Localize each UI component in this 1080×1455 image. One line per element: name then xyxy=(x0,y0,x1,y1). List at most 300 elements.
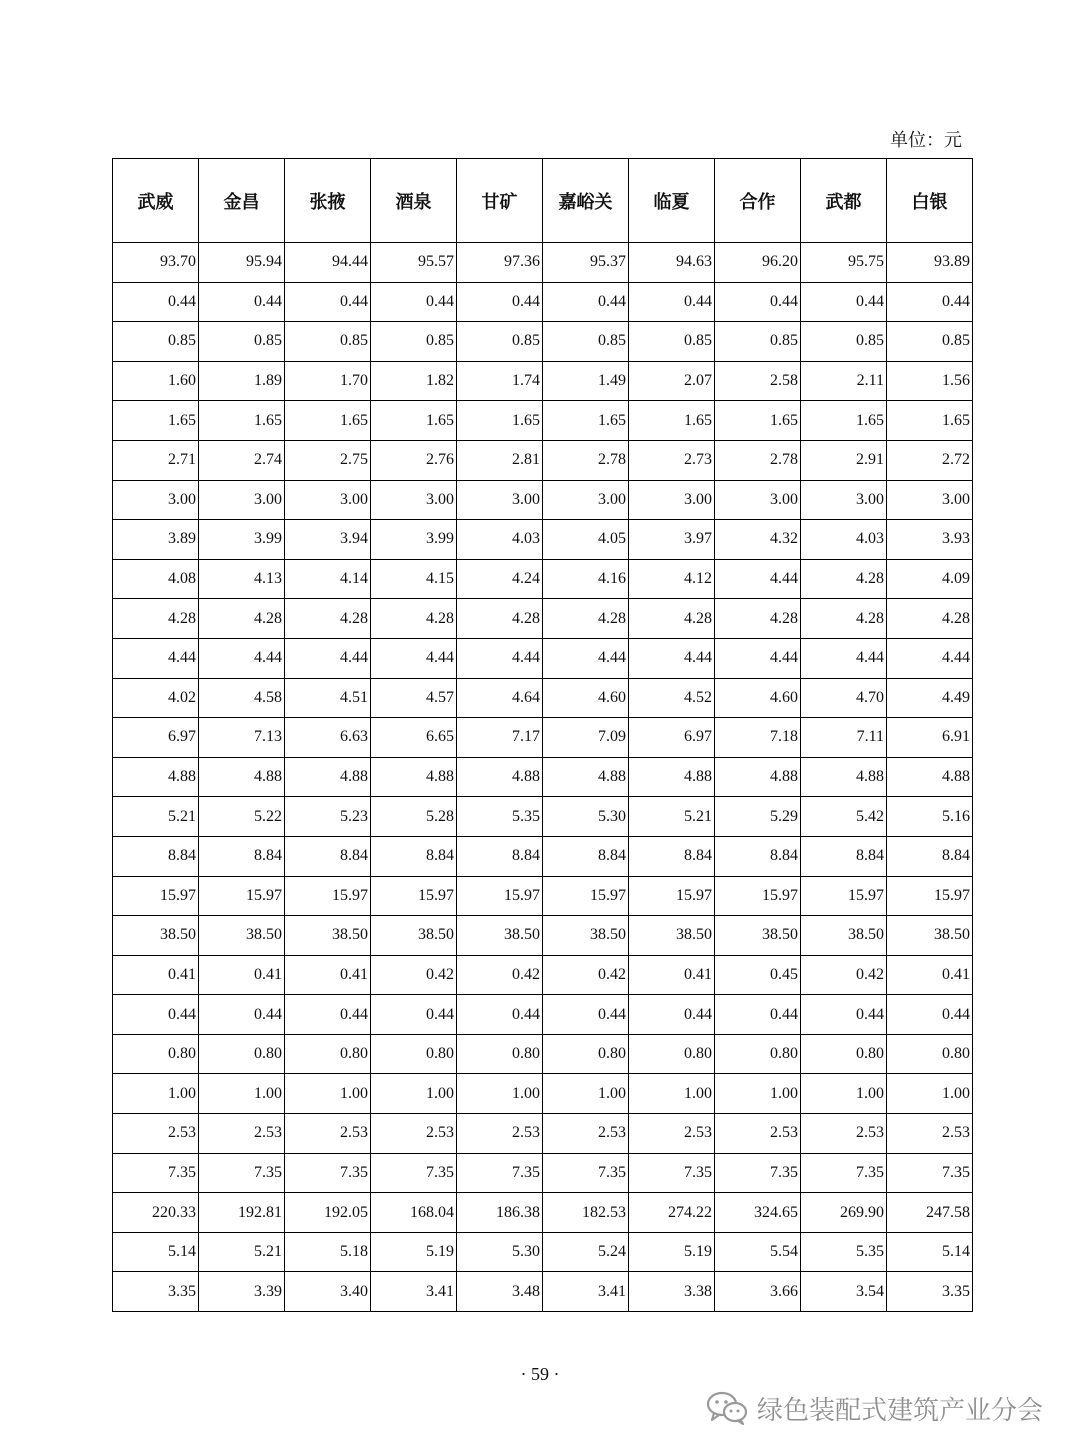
table-row xyxy=(113,718,973,758)
table-cell: 0.44 xyxy=(457,995,543,1035)
table-cell: 38.50 xyxy=(457,916,543,956)
table-row xyxy=(113,520,973,560)
table-cell: 3.54 xyxy=(801,1272,887,1312)
table-cell: 3.99 xyxy=(199,520,285,560)
table-cell: 15.97 xyxy=(199,876,285,916)
table-cell: 4.44 xyxy=(285,638,371,678)
table-cell: 0.44 xyxy=(801,282,887,322)
table-cell: 1.89 xyxy=(199,361,285,401)
table-cell: 8.84 xyxy=(887,836,973,876)
table-cell: 93.70 xyxy=(113,243,199,283)
table-cell: 1.00 xyxy=(543,1074,629,1114)
table-cell: 182.53 xyxy=(543,1193,629,1233)
table-cell: 7.11 xyxy=(801,718,887,758)
table-cell: 4.44 xyxy=(715,638,801,678)
table-cell: 0.41 xyxy=(113,955,199,995)
table-cell: 2.78 xyxy=(543,440,629,480)
table-cell: 4.49 xyxy=(887,678,973,718)
table-cell: 2.53 xyxy=(715,1114,801,1154)
table-cell: 8.84 xyxy=(543,836,629,876)
table-row xyxy=(113,1272,973,1312)
table-cell: 4.64 xyxy=(457,678,543,718)
table-cell: 4.88 xyxy=(371,757,457,797)
table-cell: 4.28 xyxy=(371,599,457,639)
table-cell: 0.42 xyxy=(371,955,457,995)
table-cell: 4.28 xyxy=(715,599,801,639)
table-cell: 1.00 xyxy=(715,1074,801,1114)
table-cell: 2.74 xyxy=(199,440,285,480)
table-cell: 4.88 xyxy=(715,757,801,797)
unit-label: 单位：元 xyxy=(890,130,962,151)
table-cell: 0.80 xyxy=(887,1034,973,1074)
table-cell: 15.97 xyxy=(543,876,629,916)
table-cell: 0.80 xyxy=(113,1034,199,1074)
table-cell: 38.50 xyxy=(543,916,629,956)
table-cell: 5.28 xyxy=(371,797,457,837)
table-cell: 4.28 xyxy=(887,599,973,639)
table-row xyxy=(113,401,973,441)
table-cell: 4.88 xyxy=(801,757,887,797)
table-cell: 4.03 xyxy=(457,520,543,560)
table-cell: 4.44 xyxy=(113,638,199,678)
table-cell: 1.65 xyxy=(543,401,629,441)
table-cell: 7.35 xyxy=(371,1153,457,1193)
table-row xyxy=(113,955,973,995)
table-cell: 5.35 xyxy=(801,1232,887,1272)
table-cell: 2.72 xyxy=(887,440,973,480)
table-cell: 6.97 xyxy=(113,718,199,758)
table-cell: 5.30 xyxy=(457,1232,543,1272)
table-cell: 2.73 xyxy=(629,440,715,480)
table-row xyxy=(113,757,973,797)
table-cell: 3.00 xyxy=(113,480,199,520)
table-cell: 2.53 xyxy=(371,1114,457,1154)
table-cell: 95.37 xyxy=(543,243,629,283)
watermark xyxy=(705,1388,1043,1428)
table-cell: 4.28 xyxy=(457,599,543,639)
table-cell: 0.44 xyxy=(113,282,199,322)
table-cell: 5.21 xyxy=(113,797,199,837)
table-cell: 4.05 xyxy=(543,520,629,560)
table-cell: 38.50 xyxy=(715,916,801,956)
table-cell: 3.66 xyxy=(715,1272,801,1312)
table-cell: 3.40 xyxy=(285,1272,371,1312)
table-cell: 0.80 xyxy=(629,1034,715,1074)
table-cell: 4.13 xyxy=(199,559,285,599)
table-cell: 2.53 xyxy=(113,1114,199,1154)
table-cell: 4.88 xyxy=(285,757,371,797)
table-cell: 1.82 xyxy=(371,361,457,401)
table-cell: 4.28 xyxy=(543,599,629,639)
table-cell: 168.04 xyxy=(371,1193,457,1233)
table-cell: 38.50 xyxy=(371,916,457,956)
table-row xyxy=(113,1232,973,1272)
table-cell: 38.50 xyxy=(887,916,973,956)
table-cell: 0.45 xyxy=(715,955,801,995)
table-cell: 3.97 xyxy=(629,520,715,560)
table-cell: 2.91 xyxy=(801,440,887,480)
table-cell: 3.89 xyxy=(113,520,199,560)
table-cell: 4.02 xyxy=(113,678,199,718)
table-cell: 0.41 xyxy=(629,955,715,995)
table-cell: 38.50 xyxy=(801,916,887,956)
table-row xyxy=(113,876,973,916)
table-cell: 0.44 xyxy=(887,282,973,322)
table-row xyxy=(113,1074,973,1114)
table-row xyxy=(113,1034,973,1074)
table-cell: 0.42 xyxy=(801,955,887,995)
table-cell: 3.93 xyxy=(887,520,973,560)
table-cell: 94.63 xyxy=(629,243,715,283)
table-cell: 5.18 xyxy=(285,1232,371,1272)
table-cell: 2.53 xyxy=(801,1114,887,1154)
table-row xyxy=(113,1193,973,1233)
table-cell: 0.85 xyxy=(457,322,543,362)
table-cell: 15.97 xyxy=(457,876,543,916)
watermark-text: 绿色装配式建筑产业分会 xyxy=(757,1395,1044,1426)
table-cell: 0.85 xyxy=(113,322,199,362)
table-cell: 5.54 xyxy=(715,1232,801,1272)
table-cell: 2.76 xyxy=(371,440,457,480)
table-body xyxy=(113,243,973,1312)
table-cell: 4.12 xyxy=(629,559,715,599)
table-cell: 4.70 xyxy=(801,678,887,718)
table-cell: 1.74 xyxy=(457,361,543,401)
table-cell: 4.88 xyxy=(887,757,973,797)
column-header: 张掖 xyxy=(285,159,371,243)
table-cell: 3.00 xyxy=(801,480,887,520)
table-cell: 6.65 xyxy=(371,718,457,758)
table-cell: 5.24 xyxy=(543,1232,629,1272)
table-cell: 4.28 xyxy=(801,559,887,599)
table-cell: 0.44 xyxy=(371,282,457,322)
table-cell: 3.00 xyxy=(199,480,285,520)
table-cell: 3.35 xyxy=(887,1272,973,1312)
table-cell: 1.60 xyxy=(113,361,199,401)
table-cell: 93.89 xyxy=(887,243,973,283)
table-cell: 186.38 xyxy=(457,1193,543,1233)
table-cell: 4.52 xyxy=(629,678,715,718)
table-cell: 5.35 xyxy=(457,797,543,837)
table-cell: 15.97 xyxy=(371,876,457,916)
table-cell: 1.00 xyxy=(887,1074,973,1114)
table-cell: 0.41 xyxy=(887,955,973,995)
table-cell: 0.85 xyxy=(371,322,457,362)
table-cell: 7.17 xyxy=(457,718,543,758)
table-cell: 0.80 xyxy=(715,1034,801,1074)
table-cell: 0.85 xyxy=(543,322,629,362)
table-cell: 38.50 xyxy=(285,916,371,956)
table-cell: 8.84 xyxy=(629,836,715,876)
table-cell: 269.90 xyxy=(801,1193,887,1233)
table-cell: 0.44 xyxy=(371,995,457,1035)
table-cell: 3.41 xyxy=(371,1272,457,1312)
table-row xyxy=(113,440,973,480)
table-cell: 4.88 xyxy=(543,757,629,797)
table-cell: 1.65 xyxy=(371,401,457,441)
table-cell: 0.85 xyxy=(887,322,973,362)
table-cell: 0.44 xyxy=(715,995,801,1035)
table-cell: 7.35 xyxy=(801,1153,887,1193)
table-row xyxy=(113,599,973,639)
table-cell: 0.44 xyxy=(629,995,715,1035)
table-cell: 4.08 xyxy=(113,559,199,599)
table-cell: 1.65 xyxy=(801,401,887,441)
table-cell: 0.44 xyxy=(199,282,285,322)
table-cell: 94.44 xyxy=(285,243,371,283)
table-cell: 15.97 xyxy=(629,876,715,916)
table-cell: 2.53 xyxy=(199,1114,285,1154)
table-cell: 38.50 xyxy=(199,916,285,956)
table-cell: 15.97 xyxy=(285,876,371,916)
table-cell: 4.44 xyxy=(629,638,715,678)
table-cell: 5.30 xyxy=(543,797,629,837)
table-cell: 4.60 xyxy=(543,678,629,718)
table-cell: 3.00 xyxy=(887,480,973,520)
table-cell: 2.53 xyxy=(887,1114,973,1154)
table-cell: 4.28 xyxy=(285,599,371,639)
table-cell: 3.00 xyxy=(715,480,801,520)
column-header: 临夏 xyxy=(629,159,715,243)
table-cell: 0.44 xyxy=(629,282,715,322)
table-cell: 96.20 xyxy=(715,243,801,283)
table-cell: 4.15 xyxy=(371,559,457,599)
table-cell: 95.57 xyxy=(371,243,457,283)
table-cell: 1.00 xyxy=(457,1074,543,1114)
table-cell: 0.44 xyxy=(199,995,285,1035)
table-cell: 3.35 xyxy=(113,1272,199,1312)
table-cell: 97.36 xyxy=(457,243,543,283)
table-cell: 4.44 xyxy=(457,638,543,678)
table-cell: 4.58 xyxy=(199,678,285,718)
table-cell: 0.85 xyxy=(629,322,715,362)
table-cell: 3.00 xyxy=(371,480,457,520)
table-cell: 4.88 xyxy=(629,757,715,797)
table-cell: 5.19 xyxy=(629,1232,715,1272)
table-cell: 0.85 xyxy=(199,322,285,362)
table-cell: 38.50 xyxy=(113,916,199,956)
table-cell: 4.28 xyxy=(113,599,199,639)
table-cell: 0.41 xyxy=(285,955,371,995)
table-cell: 1.65 xyxy=(715,401,801,441)
table-cell: 3.94 xyxy=(285,520,371,560)
table-cell: 5.14 xyxy=(887,1232,973,1272)
table-cell: 0.44 xyxy=(715,282,801,322)
table-cell: 2.75 xyxy=(285,440,371,480)
table-cell: 2.11 xyxy=(801,361,887,401)
table-cell: 0.42 xyxy=(457,955,543,995)
table-cell: 15.97 xyxy=(113,876,199,916)
column-header: 白银 xyxy=(887,159,973,243)
wechat-icon xyxy=(705,1390,749,1426)
table-row xyxy=(113,1153,973,1193)
table-cell: 7.18 xyxy=(715,718,801,758)
table-cell: 8.84 xyxy=(457,836,543,876)
table-row xyxy=(113,480,973,520)
table-cell: 7.35 xyxy=(285,1153,371,1193)
table-cell: 3.38 xyxy=(629,1272,715,1312)
table-cell: 7.35 xyxy=(543,1153,629,1193)
table-cell: 4.51 xyxy=(285,678,371,718)
table-cell: 7.13 xyxy=(199,718,285,758)
table-row xyxy=(113,995,973,1035)
table-row xyxy=(113,243,973,283)
table-cell: 6.97 xyxy=(629,718,715,758)
table-cell: 192.05 xyxy=(285,1193,371,1233)
table-row xyxy=(113,678,973,718)
table-cell: 4.88 xyxy=(199,757,285,797)
table-cell: 4.28 xyxy=(629,599,715,639)
page-number: · 59 · xyxy=(520,1364,560,1384)
table-cell: 1.00 xyxy=(285,1074,371,1114)
table-cell: 0.44 xyxy=(801,995,887,1035)
table-cell: 5.42 xyxy=(801,797,887,837)
table-cell: 2.07 xyxy=(629,361,715,401)
table-cell: 0.80 xyxy=(801,1034,887,1074)
table-cell: 274.22 xyxy=(629,1193,715,1233)
table-cell: 2.58 xyxy=(715,361,801,401)
table-cell: 3.48 xyxy=(457,1272,543,1312)
table-cell: 0.44 xyxy=(285,995,371,1035)
table-row xyxy=(113,322,973,362)
table-cell: 7.09 xyxy=(543,718,629,758)
table-cell: 1.00 xyxy=(629,1074,715,1114)
table-cell: 4.88 xyxy=(457,757,543,797)
table-cell: 5.21 xyxy=(629,797,715,837)
table-cell: 0.41 xyxy=(199,955,285,995)
table-row xyxy=(113,282,973,322)
table-cell: 8.84 xyxy=(371,836,457,876)
table-cell: 1.49 xyxy=(543,361,629,401)
table-cell: 38.50 xyxy=(629,916,715,956)
table-cell: 324.65 xyxy=(715,1193,801,1233)
table-cell: 0.80 xyxy=(371,1034,457,1074)
table-cell: 3.00 xyxy=(629,480,715,520)
table-cell: 3.00 xyxy=(457,480,543,520)
table-cell: 6.91 xyxy=(887,718,973,758)
table-cell: 4.28 xyxy=(199,599,285,639)
table-cell: 5.14 xyxy=(113,1232,199,1272)
table-cell: 4.44 xyxy=(801,638,887,678)
table-cell: 0.85 xyxy=(285,322,371,362)
table-cell: 95.94 xyxy=(199,243,285,283)
table-cell: 1.00 xyxy=(113,1074,199,1114)
table-cell: 4.32 xyxy=(715,520,801,560)
table-cell: 0.44 xyxy=(887,995,973,1035)
table-cell: 2.53 xyxy=(457,1114,543,1154)
table-row xyxy=(113,916,973,956)
table-cell: 8.84 xyxy=(285,836,371,876)
table-cell: 1.56 xyxy=(887,361,973,401)
table-cell: 3.39 xyxy=(199,1272,285,1312)
table-cell: 2.81 xyxy=(457,440,543,480)
table-cell: 1.65 xyxy=(457,401,543,441)
table-cell: 4.57 xyxy=(371,678,457,718)
table-cell: 1.00 xyxy=(801,1074,887,1114)
table-cell: 7.35 xyxy=(113,1153,199,1193)
table-cell: 2.78 xyxy=(715,440,801,480)
column-header: 酒泉 xyxy=(371,159,457,243)
table-cell: 0.42 xyxy=(543,955,629,995)
table-cell: 5.23 xyxy=(285,797,371,837)
table-cell: 5.29 xyxy=(715,797,801,837)
table-row xyxy=(113,836,973,876)
column-header: 金昌 xyxy=(199,159,285,243)
table-cell: 4.44 xyxy=(371,638,457,678)
table-cell: 5.22 xyxy=(199,797,285,837)
table-cell: 3.00 xyxy=(285,480,371,520)
table-cell: 2.53 xyxy=(543,1114,629,1154)
table-cell: 1.65 xyxy=(199,401,285,441)
price-table xyxy=(112,158,973,1312)
table-cell: 15.97 xyxy=(887,876,973,916)
table-cell: 1.65 xyxy=(629,401,715,441)
table-row xyxy=(113,797,973,837)
table-cell: 4.44 xyxy=(715,559,801,599)
table-cell: 5.21 xyxy=(199,1232,285,1272)
table-cell: 4.28 xyxy=(801,599,887,639)
table-cell: 0.80 xyxy=(457,1034,543,1074)
table-cell: 2.71 xyxy=(113,440,199,480)
table-row xyxy=(113,559,973,599)
table-cell: 0.44 xyxy=(543,995,629,1035)
table-cell: 0.80 xyxy=(543,1034,629,1074)
table-cell: 4.60 xyxy=(715,678,801,718)
table-cell: 8.84 xyxy=(113,836,199,876)
table-cell: 4.44 xyxy=(199,638,285,678)
column-header: 甘矿 xyxy=(457,159,543,243)
table-cell: 4.44 xyxy=(543,638,629,678)
table-cell: 5.16 xyxy=(887,797,973,837)
table-cell: 8.84 xyxy=(715,836,801,876)
table-cell: 4.88 xyxy=(113,757,199,797)
table-cell: 3.41 xyxy=(543,1272,629,1312)
table-cell: 192.81 xyxy=(199,1193,285,1233)
table-cell: 0.80 xyxy=(199,1034,285,1074)
table-cell: 3.99 xyxy=(371,520,457,560)
table-cell: 8.84 xyxy=(199,836,285,876)
column-header: 嘉峪关 xyxy=(543,159,629,243)
column-header: 武威 xyxy=(113,159,199,243)
table-cell: 4.03 xyxy=(801,520,887,560)
header-row xyxy=(113,159,973,243)
table-cell: 1.65 xyxy=(285,401,371,441)
table-cell: 4.16 xyxy=(543,559,629,599)
table-cell: 0.80 xyxy=(285,1034,371,1074)
table-cell: 0.85 xyxy=(715,322,801,362)
table-cell: 0.44 xyxy=(457,282,543,322)
table-cell: 95.75 xyxy=(801,243,887,283)
table-cell: 7.35 xyxy=(199,1153,285,1193)
table-cell: 5.19 xyxy=(371,1232,457,1272)
column-header: 合作 xyxy=(715,159,801,243)
table-cell: 4.09 xyxy=(887,559,973,599)
table-cell: 0.44 xyxy=(113,995,199,1035)
table-cell: 0.85 xyxy=(801,322,887,362)
table-cell: 6.63 xyxy=(285,718,371,758)
column-header: 武都 xyxy=(801,159,887,243)
table-cell: 1.00 xyxy=(199,1074,285,1114)
table-row xyxy=(113,361,973,401)
table-cell: 7.35 xyxy=(457,1153,543,1193)
table-cell: 247.58 xyxy=(887,1193,973,1233)
table-cell: 4.14 xyxy=(285,559,371,599)
table-cell: 15.97 xyxy=(801,876,887,916)
table-cell: 1.65 xyxy=(887,401,973,441)
table-cell: 2.53 xyxy=(629,1114,715,1154)
table-cell: 7.35 xyxy=(629,1153,715,1193)
table-cell: 220.33 xyxy=(113,1193,199,1233)
